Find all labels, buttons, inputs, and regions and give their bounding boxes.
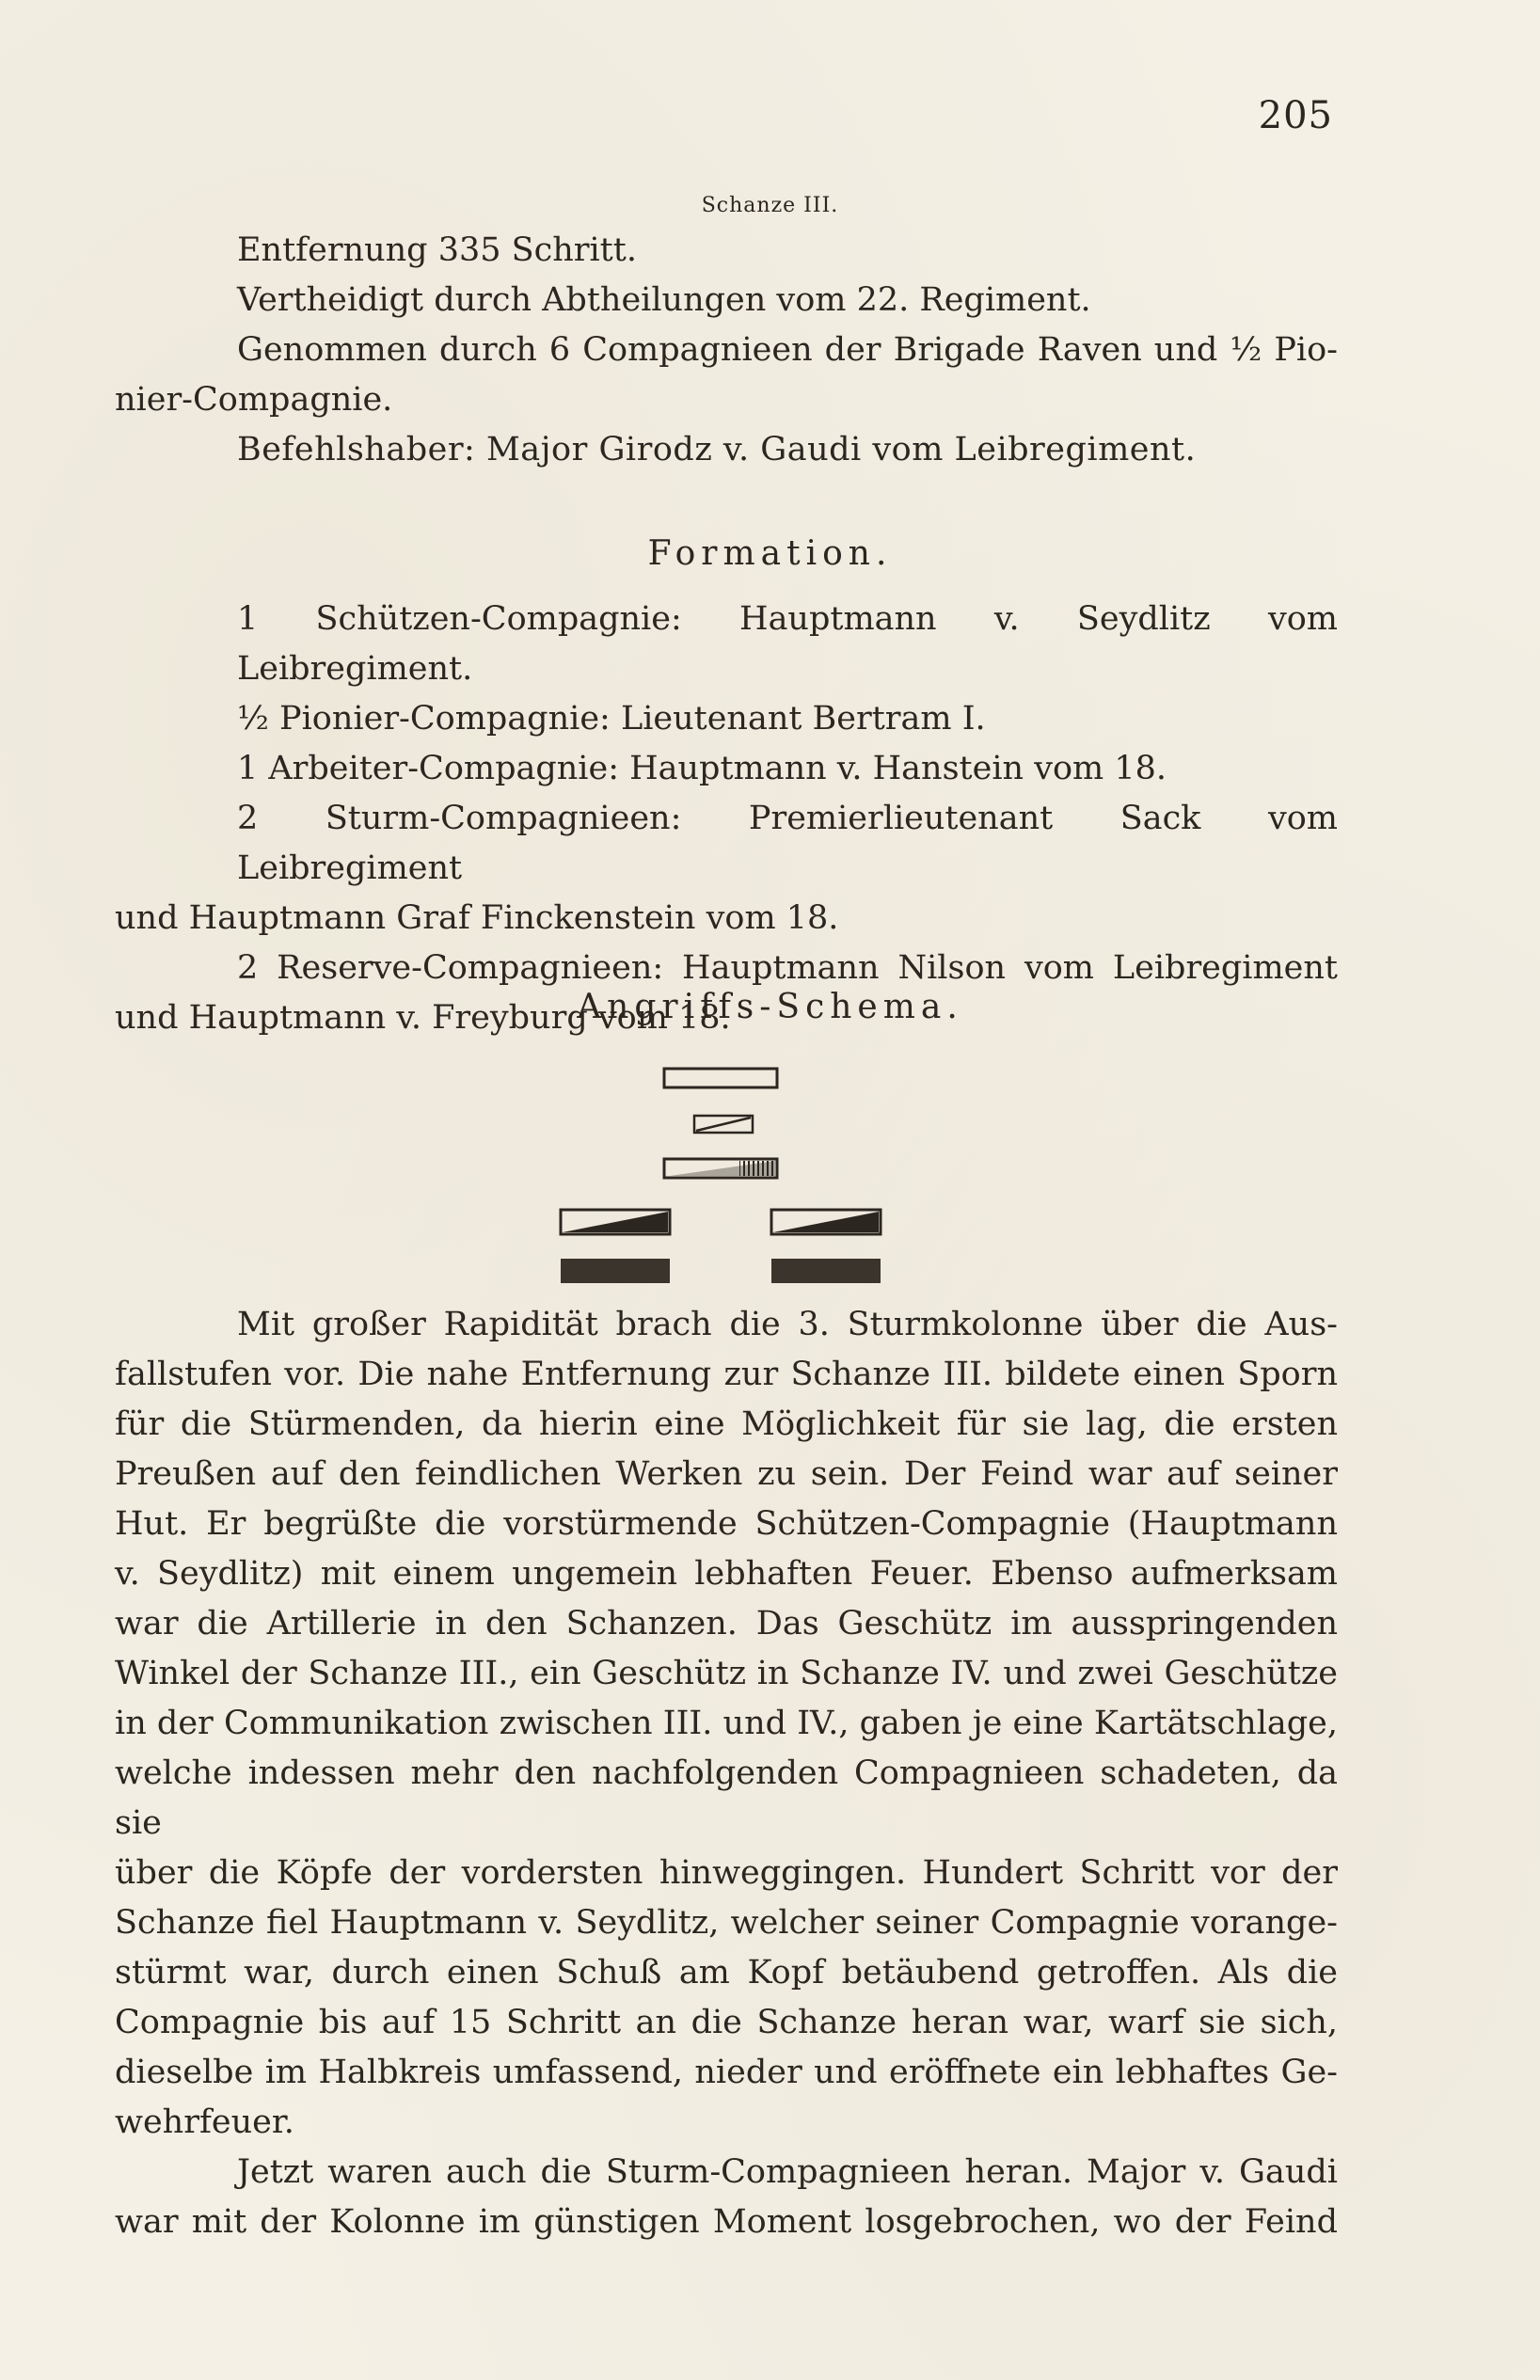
- body-line: für die Stürmenden, da hierin eine Möglichkeit für sie lag, die ersten: [115, 1405, 1338, 1443]
- formation-line: 1 Schützen-Compagnie: Hauptmann v. Seydlitz vom Leibregiment.: [237, 600, 1338, 688]
- intro-block: [115, 226, 1338, 475]
- body-line: in der Communikation zwischen III. und IV., gaben je eine Kartätschlage,: [115, 1705, 1338, 1742]
- formation-line: ½ Pionier-Compagnie: Lieutenant Bertram I.: [237, 700, 986, 738]
- body-line: war die Artillerie in den Schanzen. Das Geschütz im ausspringenden: [115, 1605, 1338, 1642]
- schuetzen-compagnie-symbol: [664, 1069, 777, 1087]
- intro-line: Genommen durch 6 Compagnieen der Brigade Raven und ½ Pio-: [237, 331, 1338, 369]
- formation-line: 1 Arbeiter-Compagnie: Hauptmann v. Hanstein vom 18.: [237, 750, 1167, 787]
- formation-line: 2 Sturm-Compagnieen: Premierlieutenant Sack vom Leibregiment: [237, 800, 1338, 887]
- body-line: Hut. Er begrüßte die vorstürmende Schützen-Compagnie (Hauptmann: [115, 1505, 1338, 1543]
- reserve-compagnie-symbol: [771, 1259, 881, 1283]
- formation-line: 2 Reserve-Compagnieen: Hauptmann Nilson vom Leibregiment: [237, 949, 1338, 987]
- schema-title: Angriffs-Schema.: [577, 988, 963, 1026]
- body-line: war mit der Kolonne im günstigen Moment losgebrochen, wo der Feind: [115, 2203, 1338, 2241]
- reserve-compagnie-symbol: [561, 1259, 670, 1283]
- body-line: Jetzt waren auch die Sturm-Compagnieen heran. Major v. Gaudi: [237, 2153, 1338, 2191]
- body-line: Mit großer Rapidität brach die 3. Sturmkolonne über die Aus-: [237, 1306, 1338, 1343]
- intro-line: Entfernung 335 Schritt.: [237, 231, 637, 269]
- body-line: Preußen auf den feindlichen Werken zu sein. Der Feind war auf seiner: [115, 1455, 1338, 1493]
- arbeiter-compagnie-symbol: [664, 1159, 777, 1178]
- body-text: [115, 1300, 1338, 2247]
- body-line: über die Köpfe der vordersten hinweggingen. Hundert Schritt vor der: [115, 1854, 1338, 1892]
- intro-line: Befehlshaber: Major Girodz v. Gaudi vom Leibregiment.: [237, 431, 1197, 468]
- formation-list: [115, 595, 1338, 1043]
- formation-line: und Hauptmann Graf Finckenstein vom 18.: [115, 899, 839, 937]
- body-line: Winkel der Schanze III., ein Geschütz in Schanze IV. und zwei Geschütze: [115, 1655, 1338, 1692]
- body-line: Schanze fiel Hauptmann v. Seydlitz, welcher seiner Compagnie vorange-: [115, 1904, 1338, 1942]
- body-line: Compagnie bis auf 15 Schritt an die Schanze heran war, warf sie sich,: [115, 2004, 1338, 2041]
- body-line: v. Seydlitz) mit einem ungemein lebhaften Feuer. Ebenso aufmerksam: [115, 1555, 1338, 1593]
- body-line: wehrfeuer.: [115, 2103, 294, 2141]
- formation-line: und Hauptmann v. Freyburg vom 18.: [115, 999, 731, 1037]
- page-number: 205: [1258, 94, 1333, 137]
- sturm-compagnie-symbol: [561, 1210, 670, 1234]
- intro-line: Vertheidigt durch Abtheilungen vom 22. Regiment.: [237, 281, 1091, 319]
- body-line: dieselbe im Halbkreis umfassend, nieder und eröffnete ein lebhaftes Ge-: [115, 2054, 1338, 2091]
- body-line: welche indessen mehr den nachfolgenden Compagnieen schadeten, da sie: [115, 1754, 1338, 1842]
- pionier-symbol: [694, 1116, 753, 1133]
- sturm-compagnie-symbol: [771, 1210, 881, 1234]
- intro-line: nier-Compagnie.: [115, 381, 393, 419]
- formation-title: Formation.: [647, 534, 893, 573]
- body-line: stürmt war, durch einen Schuß am Kopf betäubend getroffen. Als die: [115, 1954, 1338, 1991]
- body-line: fallstufen vor. Die nahe Entfernung zur Schanze III. bildete einen Sporn: [115, 1356, 1338, 1393]
- section-heading: Schanze III.: [701, 194, 839, 217]
